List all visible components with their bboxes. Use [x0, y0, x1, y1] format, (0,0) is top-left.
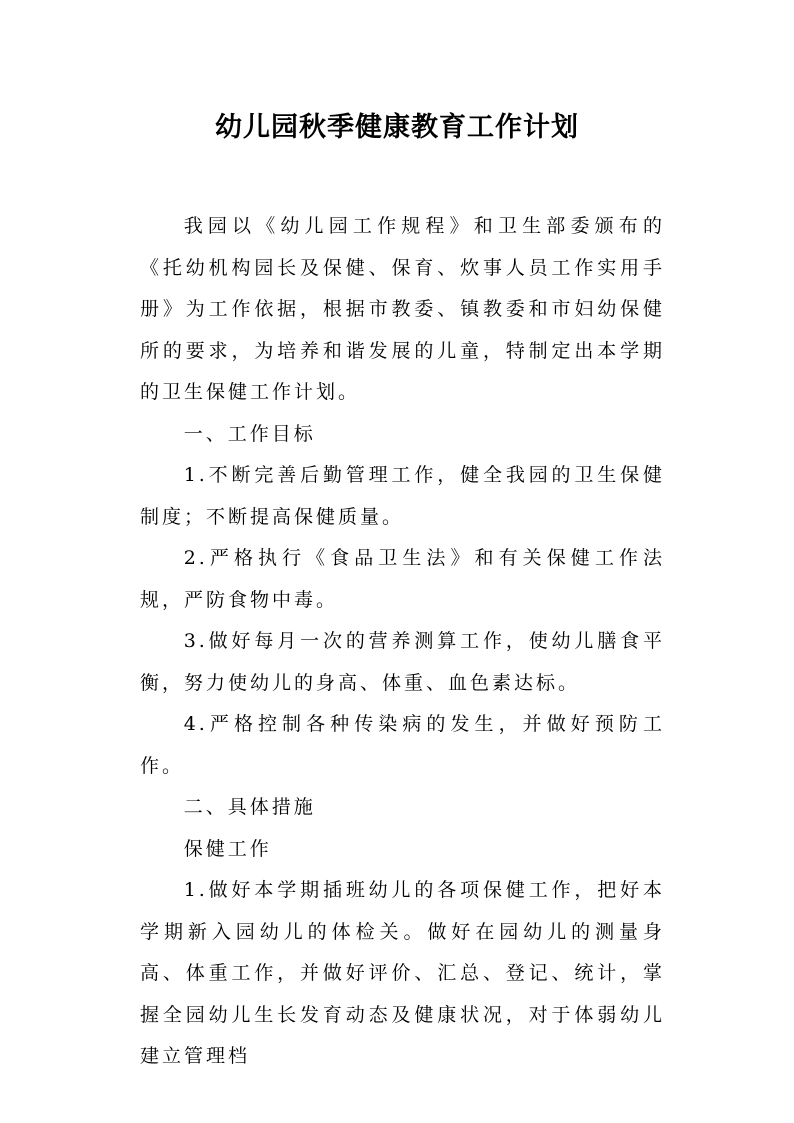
section-heading-measures: 二、具体措施 [183, 796, 316, 818]
goal-item-1: 1.不断完善后勤管理工作，健全我园的卫生保健制度；不断提高保健质量。 [140, 464, 665, 528]
intro-paragraph: 我园以《幼儿园工作规程》和卫生部委颁布的《托幼机构园长及保健、保育、炊事人员工作实用手册》为工作依据，根据市教委、镇教委和市妇幼保健所的要求，为培养和谐发展的儿童，特制定出本学期的卫生保健工作计划。 [140, 215, 665, 403]
subsection-heading-health-care: 保健工作 [183, 837, 272, 860]
measure-item-1: 1.做好本学期插班幼儿的各项保健工作，把好本学期新入园幼儿的体检关。做好在园幼儿的测量身高、体重工作，并做好评价、汇总、登记、统计，掌握全园幼儿生长发育动态及健康状况，对于体弱幼儿建立管理档 [140, 879, 665, 1067]
goal-item-2: 2.严格执行《食品卫生法》和有关保健工作法规，严防食物中毒。 [140, 547, 665, 611]
goal-item-4: 4.严格控制各种传染病的发生，并做好预防工作。 [140, 713, 665, 777]
goal-item-3: 3.做好每月一次的营养测算工作，使幼儿膳食平衡，努力使幼儿的身高、体重、血色素达标。 [140, 630, 665, 694]
document-title: 幼儿园秋季健康教育工作计划 [215, 112, 579, 143]
section-heading-goals: 一、工作目标 [183, 422, 316, 445]
document-body [140, 206, 665, 1078]
